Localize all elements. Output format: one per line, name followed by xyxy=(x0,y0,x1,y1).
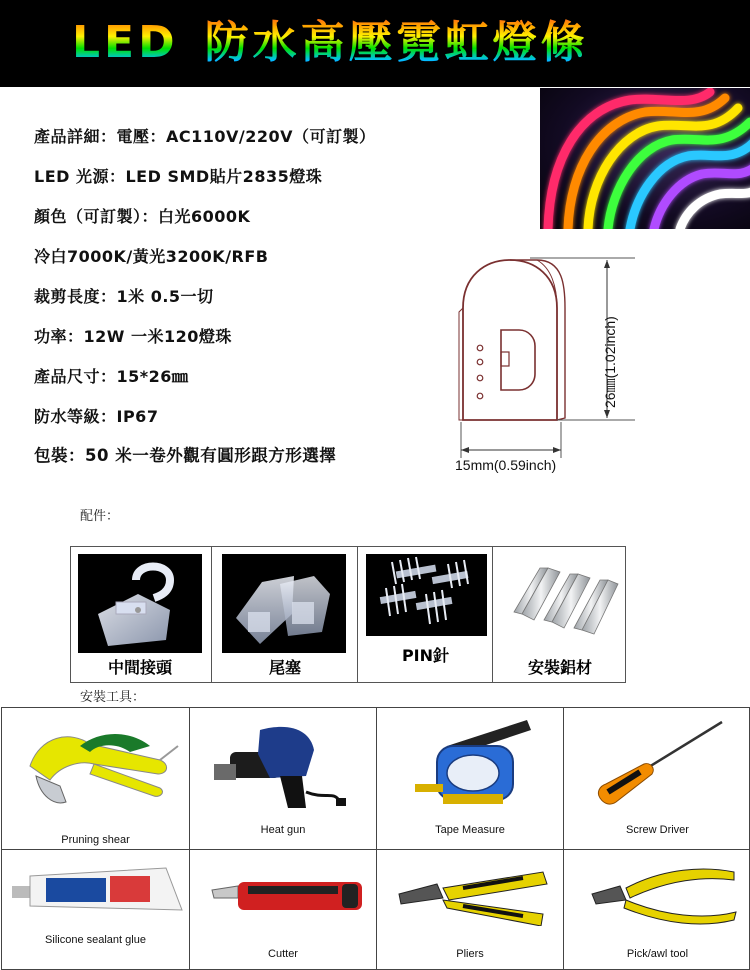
accessory-end-cap xyxy=(212,547,358,682)
tool-label: Tape Measure xyxy=(435,824,505,836)
accessory-middle-connector xyxy=(71,547,212,682)
accessories-heading: 配件： xyxy=(80,509,120,524)
pruning-shear-image xyxy=(10,716,182,816)
pin-image xyxy=(366,554,487,636)
tool-silicone-glue xyxy=(2,850,190,970)
height-dimension-label: 26㎜(1.02inch) xyxy=(602,316,618,408)
screw-driver-image xyxy=(594,718,734,808)
accessory-pin xyxy=(358,547,493,682)
tool-pruning-shear xyxy=(2,708,190,850)
spec-color: 顏色（可訂製）：白光6000K xyxy=(34,207,251,226)
tool-heat-gun xyxy=(190,708,377,850)
spec-size: 產品尺寸：15*26㎜ xyxy=(34,367,189,386)
spec-color-options: 冷白7000K/黃光3200K/RFB xyxy=(34,247,269,266)
tools-table xyxy=(1,707,750,970)
spec-light-source: LED 光源：LED SMD貼片2835燈珠 xyxy=(34,167,323,186)
tool-tape-measure xyxy=(377,708,564,850)
middle-connector-image xyxy=(78,554,202,653)
tool-label: Pick/awl tool xyxy=(626,948,689,960)
neon-strip-illustration xyxy=(540,88,750,229)
tool-label: Cutter xyxy=(268,948,298,960)
spec-cut-length: 裁剪長度：1米 0.5一切 xyxy=(34,287,214,306)
heat-gun-image xyxy=(210,720,360,810)
tool-cutter xyxy=(190,850,377,970)
tool-pick-awl xyxy=(564,850,750,970)
tools-heading: 安裝工具： xyxy=(80,690,146,705)
aluminum-channel-image xyxy=(500,554,622,646)
accessory-label: 安裝鋁材 xyxy=(527,658,592,677)
page-title xyxy=(72,10,589,76)
silicone-glue-image xyxy=(6,862,186,918)
accessories-table xyxy=(70,546,626,683)
tool-label: Silicone sealant glue xyxy=(45,934,146,946)
tool-screw-driver xyxy=(564,708,750,850)
tape-measure-image xyxy=(407,716,547,810)
cutter-image xyxy=(208,868,368,928)
spec-power: 功率：12W 一米120燈珠 xyxy=(34,327,232,346)
width-dimension-label: 15mm(0.59inch) xyxy=(455,457,557,473)
pick-awl-image xyxy=(584,862,744,928)
tool-label: Pliers xyxy=(456,948,484,960)
tool-label: Screw Driver xyxy=(626,824,689,836)
title-product: 防水高壓霓虹燈條 xyxy=(204,17,589,68)
header-banner xyxy=(0,0,750,87)
spec-packaging: 包裝：50 米一卷外觀有圓形跟方形選擇 xyxy=(34,446,337,465)
tool-label: Pruning shear xyxy=(61,834,130,846)
dimension-drawing xyxy=(455,246,655,481)
neon-strip-photo xyxy=(540,88,750,229)
tool-label: Heat gun xyxy=(260,824,306,836)
spec-waterproof: 防水等級：IP67 xyxy=(34,407,159,426)
spec-detail: 產品詳細：電壓：AC110V/220V（可訂製） xyxy=(34,127,376,146)
accessory-label: 尾塞 xyxy=(268,658,301,677)
end-cap-image xyxy=(222,554,346,653)
tool-pliers xyxy=(377,850,564,970)
pliers-image xyxy=(393,866,553,926)
accessory-label: 中間接頭 xyxy=(107,658,172,677)
accessory-label: PIN針 xyxy=(401,646,450,665)
title-led: LED xyxy=(72,17,179,68)
accessory-aluminum-channel xyxy=(493,547,627,682)
